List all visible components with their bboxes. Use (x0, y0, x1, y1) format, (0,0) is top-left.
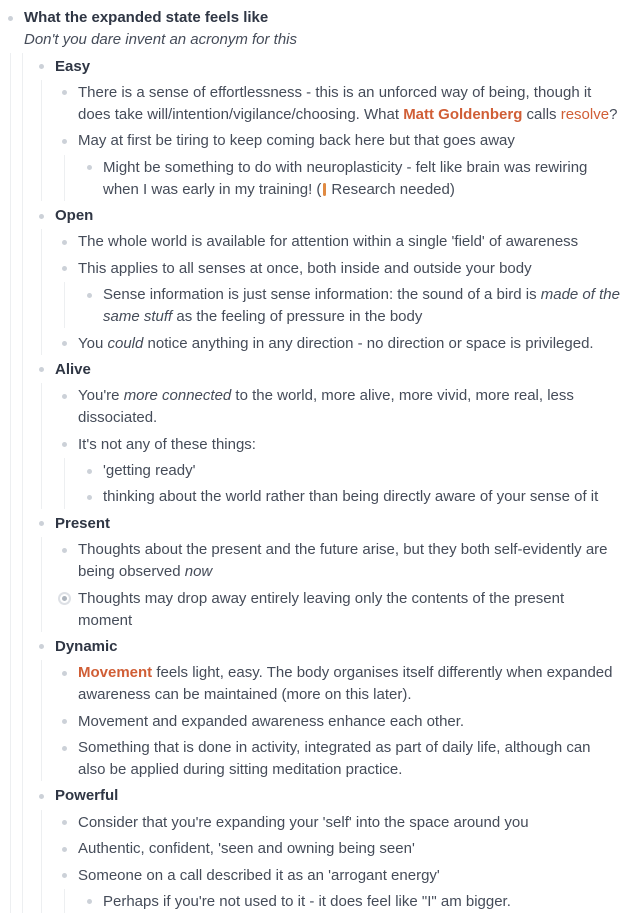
text-segment: ? (609, 105, 618, 123)
bullet-icon[interactable] (56, 333, 72, 355)
page-link[interactable]: resolve (560, 105, 610, 123)
text-segment: to the world, more alive, more vivid, more real, less dissociated. (78, 387, 574, 427)
bullet-icon[interactable] (56, 231, 72, 253)
section-alive (0, 357, 640, 511)
bullet-icon[interactable] (56, 662, 72, 684)
block-text (55, 785, 622, 807)
block-text (103, 891, 622, 913)
text-segment: Something that is done in activity, integrated as part of daily life, although can also be applied during sitting meditation practice. (78, 739, 591, 779)
text-segment: Research needed) (331, 180, 455, 198)
block-row (0, 634, 640, 660)
text-segment: notice anything in any direction - no direction or space is privileged. (143, 334, 594, 352)
text-segment: Consider that you're expanding your 'self' into the space around you (78, 813, 529, 831)
text-segment: Sense information is just sense information: the sound of a bird is (103, 286, 541, 304)
block-row (0, 709, 640, 735)
bullet-icon[interactable] (33, 636, 49, 658)
bullet-icon[interactable] (33, 513, 49, 535)
block-children (0, 282, 640, 330)
block-children (0, 889, 640, 915)
block-row (0, 537, 640, 585)
bullet-icon[interactable] (56, 385, 72, 407)
text-segment: It's not any of these things: (78, 435, 256, 453)
block-text (78, 385, 622, 429)
block-children (0, 537, 640, 634)
text-segment: The whole world is available for attention within a single 'field' of awareness (78, 233, 579, 251)
block-text (55, 205, 622, 227)
block-children (0, 810, 640, 916)
block-row (0, 155, 640, 203)
block-text (78, 838, 622, 860)
block-row (0, 383, 640, 431)
block-children (0, 660, 640, 783)
block-text (78, 539, 622, 583)
block-row (0, 5, 640, 53)
block-text (55, 359, 622, 381)
block-whole-world (0, 229, 640, 255)
section-open (0, 203, 640, 357)
bullet-icon[interactable] (81, 486, 97, 508)
block-getting-ready (0, 458, 640, 484)
text-segment: 'getting ready' (103, 462, 196, 480)
block-thoughts-arise (0, 537, 640, 585)
block-row (0, 585, 640, 633)
block-all-senses (0, 256, 640, 331)
block-children (0, 53, 640, 915)
block-not-these-things (0, 432, 640, 511)
orange-bar-icon (323, 183, 326, 196)
block-row (0, 484, 640, 510)
block-text (103, 284, 622, 328)
bullet-icon[interactable] (56, 812, 72, 834)
text-segment: Perhaps if you're not used to it - it does feel like "I" am bigger. (103, 892, 511, 910)
block-text (78, 588, 622, 632)
block-movement-light (0, 660, 640, 708)
block-more-connected (0, 383, 640, 431)
block-text (103, 486, 622, 508)
block-may-be-tiring (0, 128, 640, 203)
block-row (0, 511, 640, 537)
block-authentic (0, 836, 640, 862)
text-segment: Easy (55, 57, 91, 75)
section-powerful (0, 783, 640, 915)
text-segment: Might be something to do with neuroplasticity - felt like brain was rewiring when I was early in my training! ( (103, 158, 588, 198)
text-segment: Open (55, 207, 94, 225)
block-thinking-about-world (0, 484, 640, 510)
text-segment: This applies to all senses at once, both inside and outside your body (78, 259, 532, 277)
block-text (78, 711, 622, 733)
block-row (0, 203, 640, 229)
block-text (24, 7, 622, 51)
block-text (78, 333, 622, 355)
section-present (0, 511, 640, 634)
block-effortlessness (0, 80, 640, 128)
bullet-icon[interactable] (56, 82, 72, 104)
collapsed-bullet-icon[interactable] (56, 588, 72, 610)
text-segment: Authentic, confident, 'seen and owning being seen' (78, 840, 415, 858)
text-segment: Someone on a call described it as an 'arrogant energy' (78, 866, 440, 884)
block-what-the-expanded-state-feels-like (0, 5, 640, 915)
block-text (55, 56, 622, 78)
bullet-icon[interactable] (33, 785, 49, 807)
block-text (78, 130, 622, 152)
text-segment: Don't you dare invent an acronym for this (24, 31, 298, 49)
section-dynamic (0, 634, 640, 784)
bullet-icon[interactable] (33, 359, 49, 381)
block-neuroplasticity (0, 155, 640, 203)
block-row (0, 229, 640, 255)
block-row (0, 458, 640, 484)
block-text (103, 157, 622, 201)
block-could-notice (0, 330, 640, 356)
block-done-in-activity (0, 735, 640, 783)
block-sense-information (0, 282, 640, 330)
block-text (103, 460, 622, 482)
block-arrogant-energy (0, 862, 640, 915)
text-segment: Powerful (55, 787, 119, 805)
block-text (78, 434, 622, 456)
bullet-icon[interactable] (56, 711, 72, 733)
text-segment: There is a sense of effortlessness - this is an unforced way of being, though it does take will/intention/vigilance/choosing. What (78, 83, 592, 123)
bullet-icon[interactable] (81, 157, 97, 179)
block-text (78, 737, 622, 781)
block-row (0, 256, 640, 282)
block-expanding-self (0, 810, 640, 836)
block-row (0, 889, 640, 915)
text-segment: Dynamic (55, 637, 118, 655)
block-children (0, 80, 640, 203)
bullet-icon[interactable] (81, 891, 97, 913)
text-segment: Alive (55, 360, 91, 378)
text-segment: feels light, easy. The body organises itself differently when expanded awareness can be maintained (more on this later). (78, 664, 613, 704)
section-easy (0, 53, 640, 203)
block-movement-enhance (0, 709, 640, 735)
block-row (0, 432, 640, 458)
block-row (0, 128, 640, 154)
bullet-icon[interactable] (56, 130, 72, 152)
text-segment: made of the same stuff (103, 286, 620, 326)
bullet-icon[interactable] (33, 56, 49, 78)
text-segment: You're (78, 387, 124, 405)
bullet-icon[interactable] (56, 737, 72, 759)
bullet-icon[interactable] (81, 460, 97, 482)
bullet-icon[interactable] (56, 539, 72, 561)
block-children (0, 458, 640, 511)
text-segment: now (184, 563, 213, 581)
text-segment: thinking about the world rather than being directly aware of your sense of it (103, 488, 599, 506)
text-segment: You (78, 334, 108, 352)
text-segment: What the expanded state feels like (24, 9, 269, 27)
bullet-icon[interactable] (56, 258, 72, 280)
block-row (0, 810, 640, 836)
block-row (0, 80, 640, 128)
text-segment: Thoughts about the present and the future arise, but they both self-evidently are being observed (78, 541, 608, 581)
block-children (0, 229, 640, 357)
page-link[interactable]: Matt Goldenberg (403, 105, 523, 123)
block-text (78, 258, 622, 280)
block-row (0, 282, 640, 330)
block-text (78, 865, 622, 887)
block-row (0, 862, 640, 888)
block-text (78, 82, 622, 126)
block-text (78, 231, 622, 253)
block-children (0, 155, 640, 203)
block-children (0, 383, 640, 511)
text-segment: calls (522, 105, 561, 123)
bullet-icon[interactable] (56, 434, 72, 456)
page-link[interactable]: Movement (78, 664, 153, 682)
block-row (0, 330, 640, 356)
block-text (78, 812, 622, 834)
block-i-am-bigger (0, 889, 640, 915)
text-segment: more connected (123, 387, 232, 405)
block-row (0, 660, 640, 708)
bullet-icon[interactable] (33, 205, 49, 227)
bullet-icon[interactable] (56, 838, 72, 860)
text-segment: Movement and expanded awareness enhance each other. (78, 712, 465, 730)
bullet-icon[interactable] (2, 7, 18, 29)
block-row (0, 735, 640, 783)
block-row (0, 357, 640, 383)
text-segment: as the feeling of pressure in the body (172, 308, 423, 326)
bullet-icon[interactable] (56, 865, 72, 887)
bullet-icon[interactable] (81, 284, 97, 306)
text-segment: Present (55, 514, 111, 532)
text-segment: could (107, 334, 144, 352)
block-text (55, 513, 622, 535)
block-thoughts-drop-away (0, 585, 640, 633)
text-segment: Thoughts may drop away entirely leaving only the contents of the present moment (78, 589, 565, 629)
block-row (0, 783, 640, 809)
block-text (78, 662, 622, 706)
text-segment: May at first be tiring to keep coming back here but that goes away (78, 132, 515, 150)
block-text (55, 636, 622, 658)
block-row (0, 836, 640, 862)
block-row (0, 53, 640, 79)
